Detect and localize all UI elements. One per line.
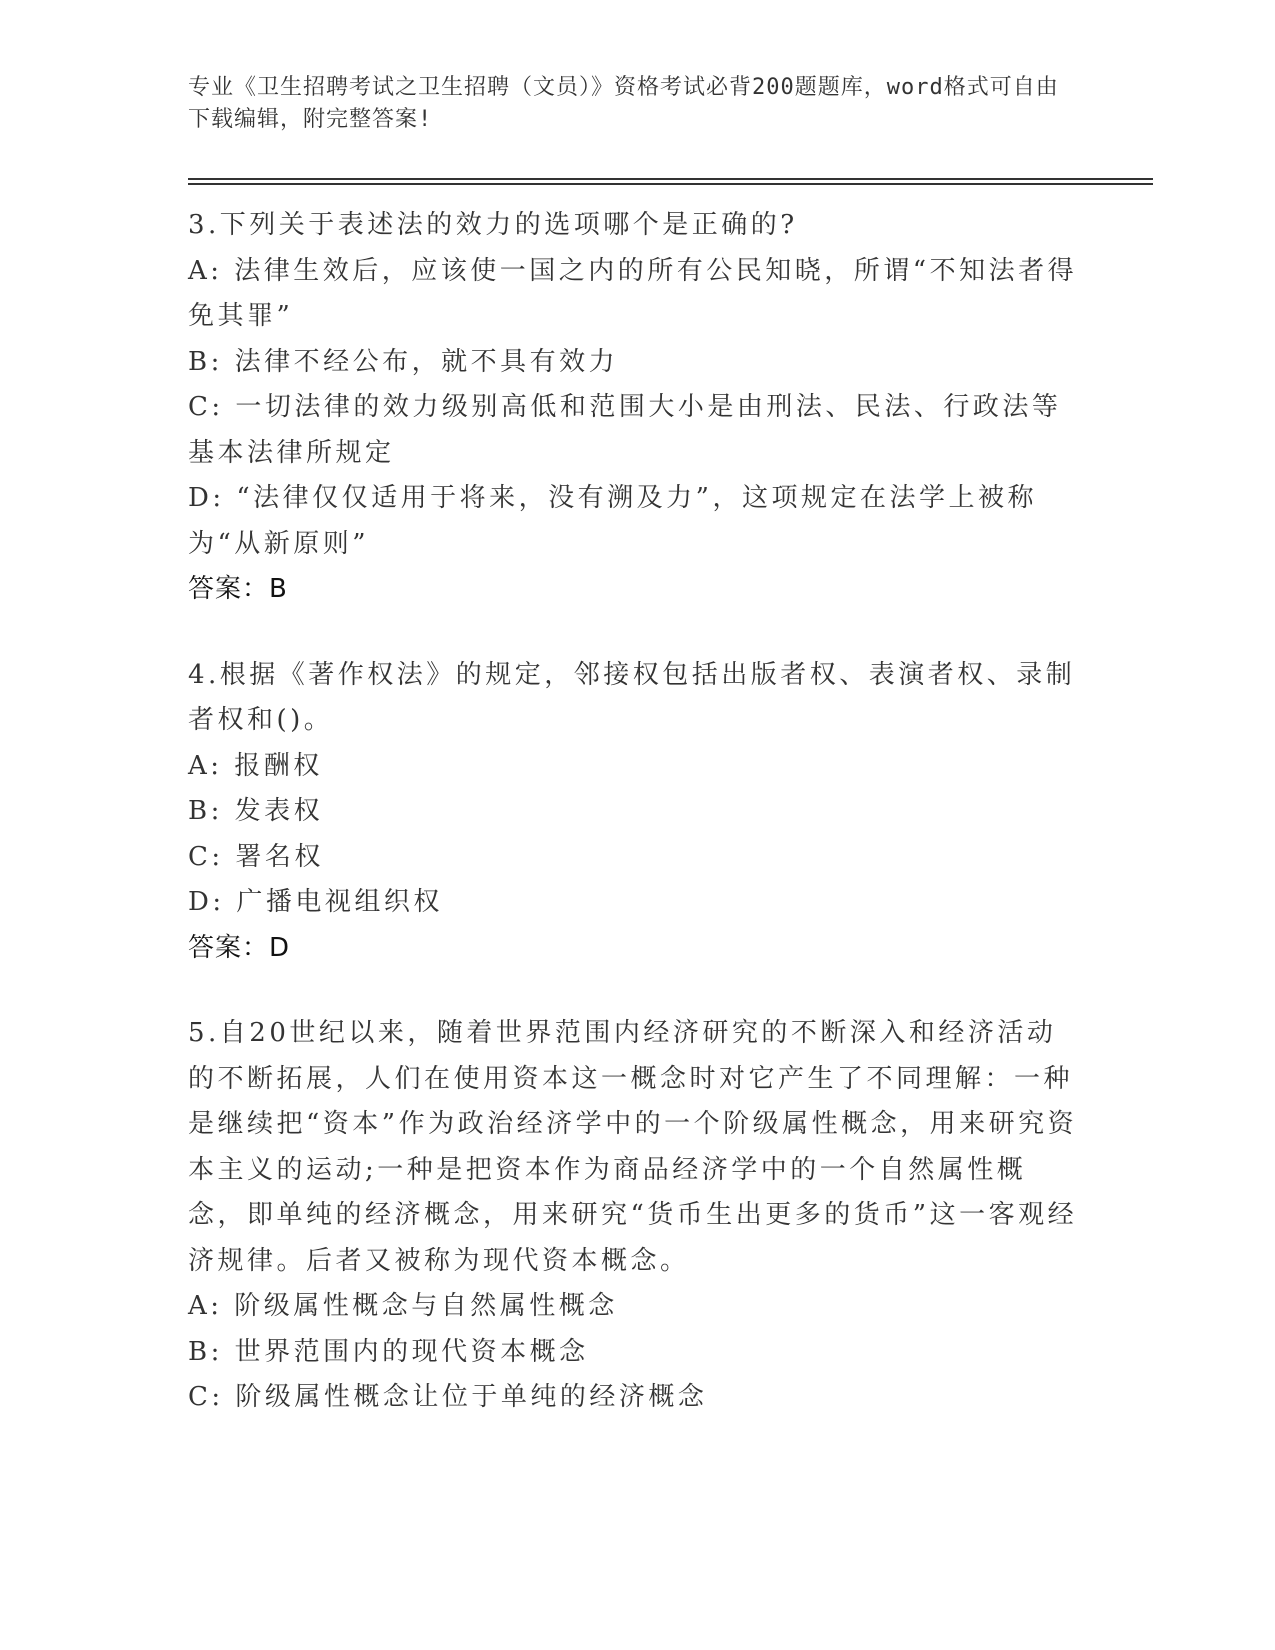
question-text: 4.根据《著作权法》的规定，邻接权包括出版者权、表演者权、录制者权和()。: [188, 659, 1076, 735]
question-4: [188, 653, 1078, 972]
header-divider-top: [188, 178, 1153, 180]
option-c: C: 阶级属性概念让位于单纯的经济概念: [188, 1382, 708, 1412]
question-list: [188, 203, 1078, 1461]
option-d: D: 广播电视组织权: [188, 887, 443, 917]
option-b: B: 世界范围内的现代资本概念: [188, 1336, 589, 1367]
document-header: 专业《卫生招聘考试之卫生招聘（文员）》资格考试必背200题题库，word格式可自由下载编辑，附完整答案!: [188, 75, 1059, 132]
option-c: C: 署名权: [188, 841, 324, 872]
option-a: A: 阶级属性概念与自然属性概念: [188, 1291, 618, 1321]
option-b: B: 发表权: [188, 796, 324, 826]
answer-label: 答案：D: [188, 932, 291, 963]
option-c: C: 一切法律的效力级别高低和范围大小是由刑法、民法、行政法等基本法律所规定: [188, 392, 1062, 468]
question-5: [188, 1011, 1078, 1421]
question-3: [188, 203, 1078, 613]
question-text: 5.自20世纪以来，随着世界范围内经济研究的不断深入和经济活动的不断拓展，人们在使用资本这一概念时对它产生了不同理解：一种是继续把“资本”作为政治经济学中的一个阶级属性概念，用来研究资本主义的运动;一种是把资本作为商品经济学中的一个自然属性概念，即单纯的经济概念，用来研究“货币生出更多的货币”这一客观经济规律。后者又被称为现代资本概念。: [188, 1018, 1078, 1276]
option-a: A: 法律生效后，应该使一国之内的所有公民知晓，所谓“不知法者得免其罪”: [188, 255, 1078, 331]
option-b: B: 法律不经公布，就不具有效力: [188, 346, 619, 377]
option-a: A: 报酬权: [188, 750, 323, 781]
answer-label: 答案：B: [188, 574, 288, 604]
header-divider-bottom: [188, 183, 1153, 185]
option-d: D: “法律仅仅适用于将来，没有溯及力”，这项规定在法学上被称为“从新原则”: [188, 483, 1037, 559]
question-text: 3.下列关于表述法的效力的选项哪个是正确的?: [188, 210, 798, 240]
